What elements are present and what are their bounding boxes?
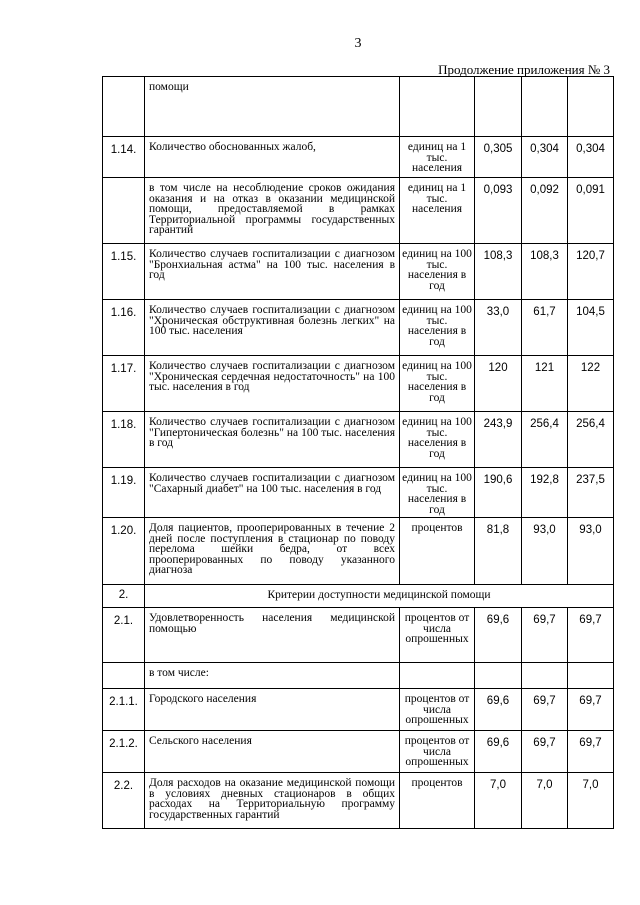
row-description: Количество случаев госпитализации с диагнозом "Сахарный диабет" на 100 тыс. населения в год [145, 468, 400, 518]
row-value-1: 243,9 [475, 412, 522, 468]
row-unit: единиц на 100 тыс. населения в год [400, 300, 475, 356]
page-number: 3 [354, 36, 362, 51]
row-value-2: 256,4 [522, 412, 568, 468]
row-value-2: 192,8 [522, 468, 568, 518]
section-number: 2. [103, 585, 145, 608]
row-unit: единиц на 100 тыс. населения в год [400, 356, 475, 412]
row-value-1: 0,093 [475, 178, 522, 244]
table-row [103, 356, 614, 412]
row-number: 2.1.1. [103, 689, 145, 731]
row-value-3: 122 [568, 356, 614, 412]
row-number: 1.14. [103, 137, 145, 178]
continuation-label: Продолжение приложения № 3 [438, 62, 610, 77]
row-value-2 [522, 663, 568, 689]
row-value-3: 0,091 [568, 178, 614, 244]
row-value-1 [475, 77, 522, 137]
row-unit: единиц на 100 тыс. населения в год [400, 468, 475, 518]
row-value-1 [475, 663, 522, 689]
row-value-3 [568, 663, 614, 689]
row-description: Доля расходов на оказание медицинской помощи в условиях дневных стационаров в общих расходах на Территориальную программу государственных гарантий [145, 773, 400, 829]
row-unit: единиц на 1 тыс. населения [400, 178, 475, 244]
row-unit: процентов [400, 518, 475, 585]
section-row [103, 585, 614, 608]
row-number: 1.18. [103, 412, 145, 468]
row-value-1: 69,6 [475, 689, 522, 731]
row-value-3 [568, 77, 614, 137]
table-row [103, 518, 614, 585]
row-unit [400, 663, 475, 689]
row-value-1: 0,305 [475, 137, 522, 178]
row-unit: единиц на 100 тыс. населения в год [400, 412, 475, 468]
table-row [103, 137, 614, 178]
row-value-3: 237,5 [568, 468, 614, 518]
table-row [103, 773, 614, 829]
table-row [103, 689, 614, 731]
row-number: 2.1. [103, 608, 145, 663]
table-row [103, 663, 614, 689]
row-value-2: 108,3 [522, 244, 568, 300]
table-row [103, 412, 614, 468]
row-number: 1.16. [103, 300, 145, 356]
table-row [103, 77, 614, 137]
row-number [103, 77, 145, 137]
row-description: Доля пациентов, прооперированных в течение 2 дней после поступления в стационар по поводу перелома шейки бедра, от всех прооперированных по поводу указанного диагноза [145, 518, 400, 585]
criteria-table [102, 76, 614, 829]
table-row [103, 178, 614, 244]
row-value-3: 93,0 [568, 518, 614, 585]
row-value-3: 104,5 [568, 300, 614, 356]
row-number: 1.15. [103, 244, 145, 300]
row-value-2: 69,7 [522, 608, 568, 663]
row-description: Удовлетворенность населения медицинской помощью [145, 608, 400, 663]
row-value-2: 61,7 [522, 300, 568, 356]
row-value-1: 69,6 [475, 731, 522, 773]
row-number: 1.17. [103, 356, 145, 412]
row-value-2: 69,7 [522, 689, 568, 731]
row-description: Городского населения [145, 689, 400, 731]
row-unit: процентов от числа опрошенных [400, 608, 475, 663]
row-value-1: 81,8 [475, 518, 522, 585]
row-description: помощи [145, 77, 400, 137]
row-value-2: 93,0 [522, 518, 568, 585]
row-value-2: 0,304 [522, 137, 568, 178]
table-row [103, 244, 614, 300]
row-value-1: 108,3 [475, 244, 522, 300]
row-value-1: 33,0 [475, 300, 522, 356]
row-number: 2.2. [103, 773, 145, 829]
row-description: в том числе: [145, 663, 400, 689]
row-value-2: 121 [522, 356, 568, 412]
row-value-1: 7,0 [475, 773, 522, 829]
row-value-1: 69,6 [475, 608, 522, 663]
row-unit: единиц на 100 тыс. населения в год [400, 244, 475, 300]
row-number: 1.20. [103, 518, 145, 585]
table-row [103, 608, 614, 663]
row-description: Количество случаев госпитализации с диагнозом "Бронхиальная астма" на 100 тыс. населения в год [145, 244, 400, 300]
row-unit: процентов от числа опрошенных [400, 689, 475, 731]
row-unit: процентов от числа опрошенных [400, 731, 475, 773]
row-unit: процентов [400, 773, 475, 829]
row-number: 2.1.2. [103, 731, 145, 773]
row-value-3: 0,304 [568, 137, 614, 178]
row-value-2: 7,0 [522, 773, 568, 829]
row-number [103, 178, 145, 244]
row-unit: единиц на 1 тыс. населения [400, 137, 475, 178]
row-description: Сельского населения [145, 731, 400, 773]
row-value-2 [522, 77, 568, 137]
row-value-3: 69,7 [568, 731, 614, 773]
row-value-2: 69,7 [522, 731, 568, 773]
row-number [103, 663, 145, 689]
row-value-1: 190,6 [475, 468, 522, 518]
row-value-2: 0,092 [522, 178, 568, 244]
table-row [103, 731, 614, 773]
row-description: Количество случаев госпитализации с диагнозом "Гипертоническая болезнь" на 100 тыс. населения в год [145, 412, 400, 468]
row-value-3: 256,4 [568, 412, 614, 468]
section-title: Критерии доступности медицинской помощи [145, 585, 614, 608]
row-description: в том числе на несоблюдение сроков ожидания оказания и на отказ в оказании медицинской помощи, предоставляемой в рамках Территориальной программы государственных гарантий [145, 178, 400, 244]
row-value-3: 120,7 [568, 244, 614, 300]
row-description: Количество случаев госпитализации с диагнозом "Хроническая обструктивная болезнь легких" на 100 тыс. населения [145, 300, 400, 356]
row-number: 1.19. [103, 468, 145, 518]
row-description: Количество случаев госпитализации с диагнозом "Хроническая сердечная недостаточность" на 100 тыс. населения в год [145, 356, 400, 412]
row-value-3: 7,0 [568, 773, 614, 829]
row-unit [400, 77, 475, 137]
row-value-1: 120 [475, 356, 522, 412]
row-value-3: 69,7 [568, 689, 614, 731]
table-row [103, 300, 614, 356]
table-row [103, 468, 614, 518]
row-description: Количество обоснованных жалоб, [145, 137, 400, 178]
row-value-3: 69,7 [568, 608, 614, 663]
